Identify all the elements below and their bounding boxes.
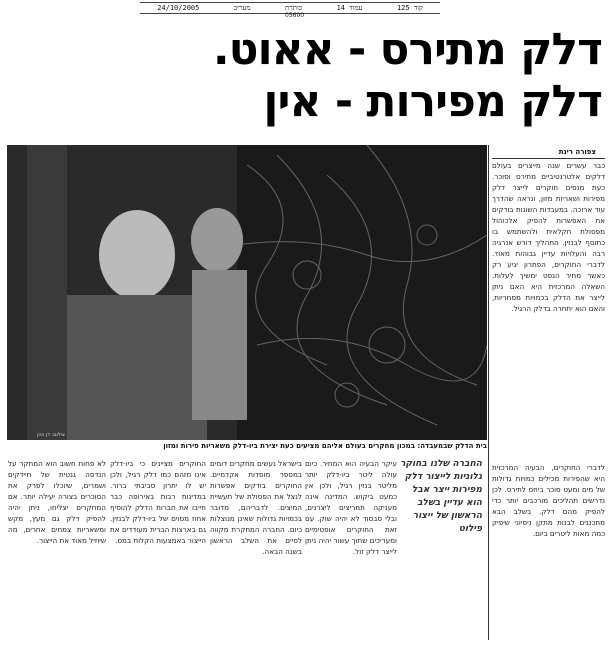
pull-quote: החברה שלנו בחוקר גלוניות לייצור דלק מפירות ייצר אבל הוא עדיין בשלב הראשון של ייצור פילוט — [400, 459, 482, 534]
header-section: כותרת — [284, 4, 303, 12]
header-date: 24/10/2005 — [157, 4, 200, 12]
headline-line-1: דלק מתירס - אאוט. — [212, 24, 602, 75]
article-column-right-bottom: לדברי החוקרים, הבעיה המרכזית היא שהפירות מכילים כמויות גדולות של מים ומעט סוכר ביחס לתירס. לכן נדרשים תהליכים מורכבים יותר כדי להפיק מהם דלק. בשלב הבא מתכננים לבנות מתקן ניסיוני שיפיק כמה מאות ליטרים ביום. — [492, 463, 605, 538]
article-photo — [7, 145, 487, 440]
column-divider — [488, 145, 489, 640]
article-column-right-top: כבר עשרים שנה מייצרים בעולם דלקים אלטרנטיביים מתירס וסוכר. כעת מנסים חוקרים לייצר דלק מפירות ושאריות מזון, ונראה שהדרך עוד ארוכה. במעבדות השונות בודקים את האפשרות להפיק אלכוהול מפסולת חקלאית ולהשתמש בו כתוסף לבנזין. התהליך דורש אנרגיה רבה והעלויות עדיין גבוהות מאוד. לדברי החוקרים, הפתרון יגיע רק כאשר מחיר הנפט ימשיך לעלות. השאלה המרכזית היא האם ניתן לייצר את הדלק בכמויות מסחריות, והאם הוא יתחרה בדלק הרגיל. — [492, 161, 605, 313]
article-column-4: לא פחות חשוב הוא המחקר על הנדסה גנטית של חיידקים ושמרים, שיוכלו לפרק את הסוכרים בצורה יעילה יותר. אם המחקרים יצליחו, ניתן יהיה להפיק דלק גם מעץ, מקש ומשאריות צמחים אחרים, מה שיוזיל מאוד את הייצור. — [8, 459, 106, 545]
headline-line-2: דלק מפירות - אין — [263, 76, 602, 127]
article-column-3: החוקרים מציינים כי ביו-דלק אינו מזהם כמו דלק רגיל, ולכן יש לו יתרון סביבתי ברור. במדינות רבות באירופה כבר חייבו את חברות הדלק להוסיף אחוז מסוים של ביו-דלק לבנזין. גם בארצות הברית מעודדים את הייצור באמצעות הקלות במס. — [110, 459, 206, 545]
article-column-2: בישראל נעשים מחקרים דומים במספר מוסדות אקדמיים. החוקרים בודקים אפשרות לנצל את הפסולת של תעשיית המיצים. לדבריהם, מדובר בכמויות גדולות שאינן מנוצלות כיום. החברה המחקרת מקווה לסיים את השלב הראשון בשנה הבאה. — [210, 459, 302, 556]
photo-credit: צילום: דן כהן — [37, 432, 65, 438]
header-code: קוד 125 — [396, 4, 423, 12]
photo-illustration — [7, 145, 487, 440]
byline-divider — [492, 158, 605, 159]
article-column-1: עיקר הבעיה הוא המחיר. כיום עולה ליטר ביו-דלק יותר מליטר בנזין רגיל, ולכן אין כמעט ביקוש. המדינה אינה מעניקה תמריצים ליצרנים, ובלי סבסוד לא יהיה שוק. עם זאת החוקרים אופטימיים ומעריכים שתוך עשור יהיה ניתן לייצר דלק זול. — [305, 459, 397, 556]
photo-caption: בית הדלק שבמעבדה: במכון מחקרים בעולם אליהם מציעים כעת יצירת ביו-דלק משאריות פירות ומזון — [163, 442, 487, 450]
header-page: עמוד 14 — [336, 4, 363, 12]
header-newspaper: מעריב — [233, 4, 251, 12]
page-reference: 05600 — [285, 12, 305, 19]
article-byline: צפורה רינת — [558, 148, 596, 156]
